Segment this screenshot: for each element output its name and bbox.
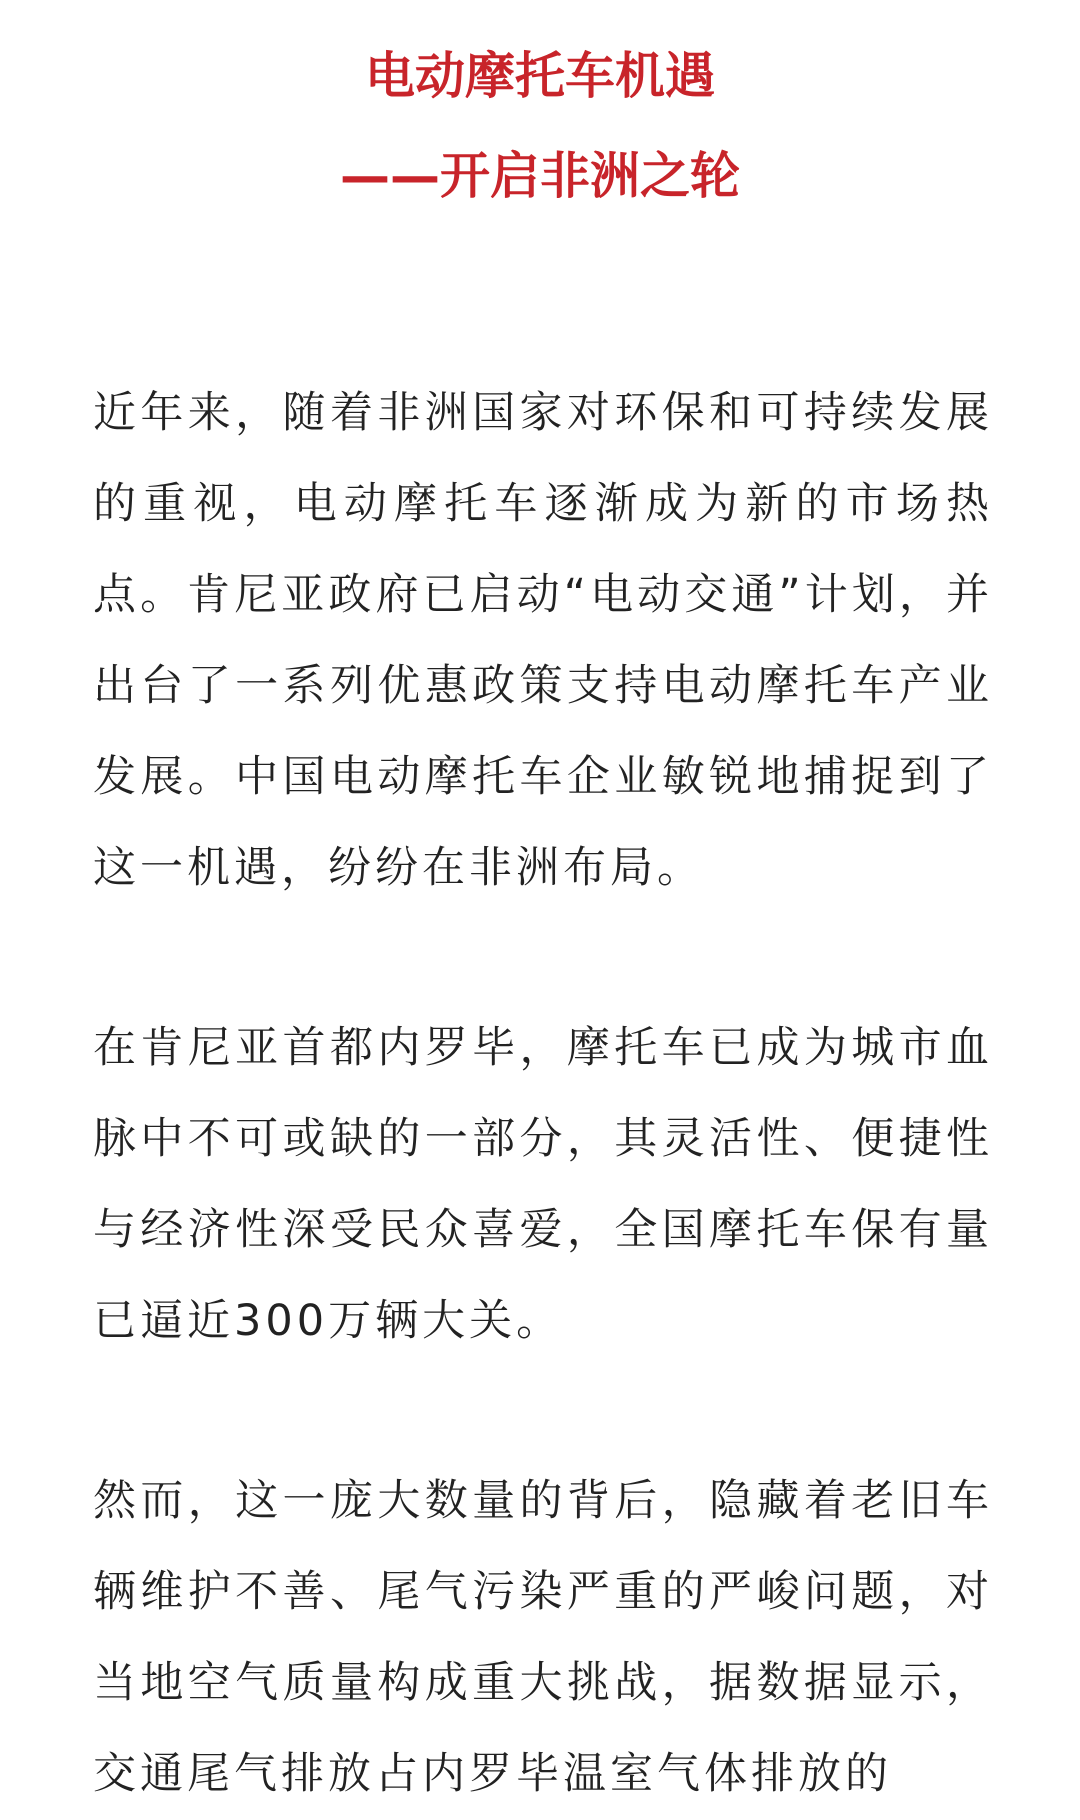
paragraph-ev-opportunity: 近年来，随着非洲国家对环保和可持续发展的重视，电动摩托车逐渐成为新的市场热点。肯尼亚政府已启动“电动交通”计划，并出台了一系列优惠政策支持电动摩托车产业发展。中国电动摩托车企业敏锐地捕捉到了这一机遇，纷纷在非洲布局。	[93, 388, 993, 893]
title-line-subtitle: ——开启非洲之轮	[340, 147, 740, 205]
article-title	[0, 48, 1080, 204]
paragraph-pollution-problem: 然而，这一庞大数量的背后，隐藏着老旧车辆维护不善、尾气污染严重的严峻问题，对当地空气质量构成重大挑战，据数据显示，交通尾气排放占内罗毕温室气体排放的	[93, 1476, 993, 1799]
paragraph-nairobi-motorcycles: 在肯尼亚首都内罗毕，摩托车已成为城市血脉中不可或缺的一部分，其灵活性、便捷性与经济性深受民众喜爱，全国摩托车保有量已逼近300万辆大关。	[93, 1023, 993, 1346]
title-line-main: 电动摩托车机遇	[365, 47, 715, 105]
article-body	[93, 368, 993, 1820]
